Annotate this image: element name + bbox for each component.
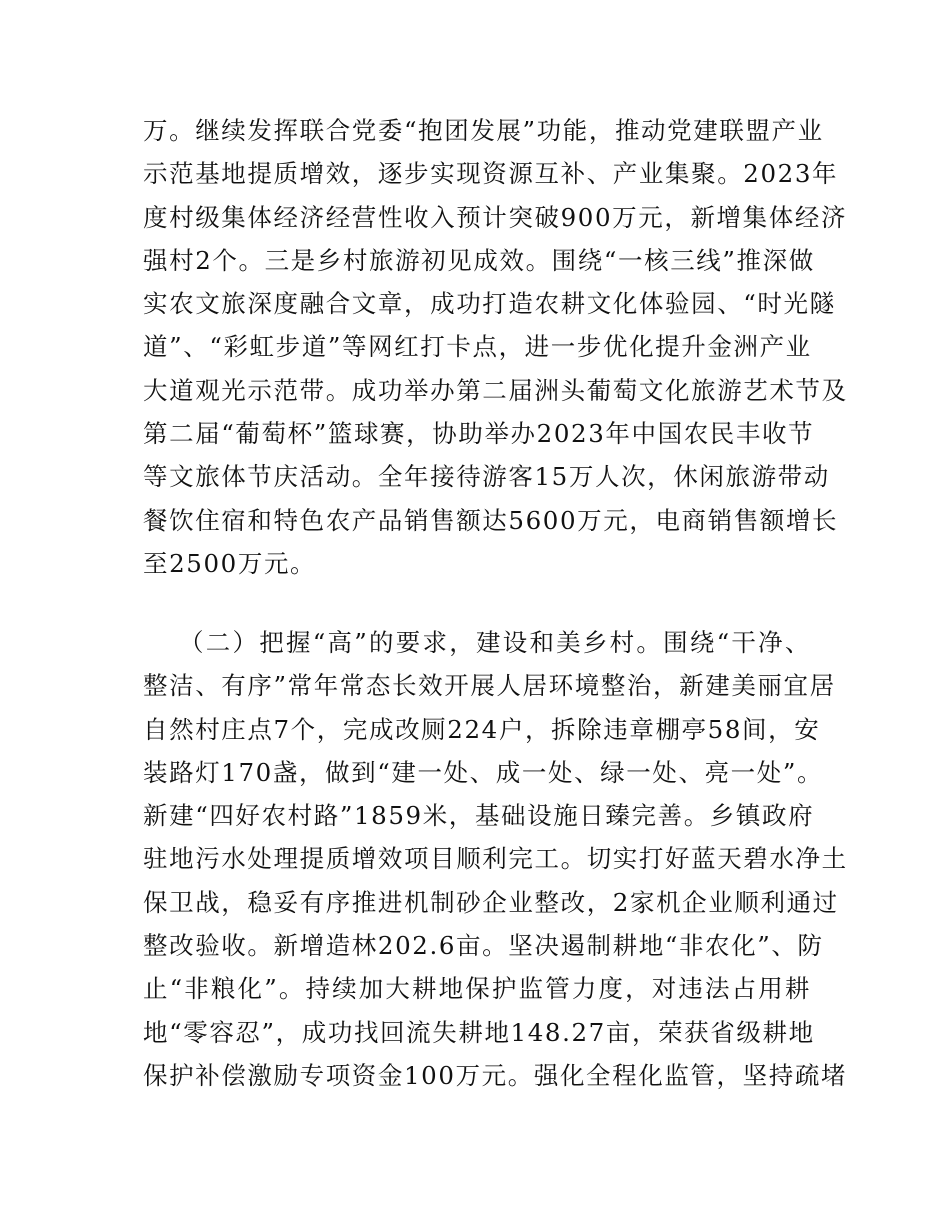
text-line-last: 至2500万元。 (143, 548, 317, 578)
text-line-first: （二）把握“高”的要求，建设和美乡村。围绕“干净、 (179, 628, 811, 657)
text-line: 强村2个。三是乡村旅游初见成效。围绕“一核三线”推深做 (143, 245, 815, 275)
text-line: 自然村庄点7个，完成改厕224户，拆除违章棚亭58间，安 (143, 714, 821, 744)
text-line: 驻地污水处理提质增效项目顺利完工。切实打好蓝天碧水净土 (143, 844, 848, 874)
text-line: 万。继续发挥联合党委“抱团发展”功能，推动党建联盟产业 (143, 116, 824, 145)
text-line: 道”、“彩虹步道”等网红打卡点，进一步优化提升金洲产业 (143, 332, 812, 362)
text-line: 等文旅体节庆活动。全年接待游客15万人次，休闲旅游带动 (143, 462, 830, 492)
text-line: 地“零容忍”，成功找回流失耕地148.27亩，荣获省级耕地 (143, 1017, 815, 1047)
text-line: 新建“四好农村路”1859米，基础设施日臻完善。乡镇政府 (143, 801, 815, 831)
text-line: 保护补偿激励专项资金100万元。强化全程化监管，坚持疏堵 (143, 1060, 848, 1090)
text-line: 整改验收。新增造林202.6亩。坚决遏制耕地“非农化”、防 (143, 931, 824, 961)
text-line: 止“非粮化”。持续加大耕地保护监管力度，对违法占用耕 (143, 974, 811, 1004)
text-line: 整洁、有序”常年常态长效开展人居环境整治，新建美丽宜居 (143, 671, 836, 701)
text-line: 保卫战，稳妥有序推进机制砂企业整改，2家机企业顺利通过 (143, 887, 839, 917)
text-line: 餐饮住宿和特色农产品销售额达5600万元，电商销售额增长 (143, 505, 839, 535)
paragraph-2 (143, 621, 848, 1097)
text-line: 大道观光示范带。成功举办第二届洲头葡萄文化旅游艺术节及 (143, 375, 848, 405)
text-line: 装路灯170盏，做到“建一处、成一处、绿一处、亮一处”。 (143, 757, 824, 787)
text-line: 实农文旅深度融合文章，成功打造农耕文化体验园、“时光隧 (143, 289, 836, 319)
paragraph-1 (143, 109, 848, 585)
text-line: 度村级集体经济经营性收入预计突破900万元，新增集体经济 (143, 202, 848, 232)
text-line: 第二届“葡萄杯”篮球赛，协助举办2023年中国农民丰收节 (143, 419, 815, 449)
text-line: 示范基地提质增效，逐步实现资源互补、产业集聚。2023年 (143, 159, 839, 189)
